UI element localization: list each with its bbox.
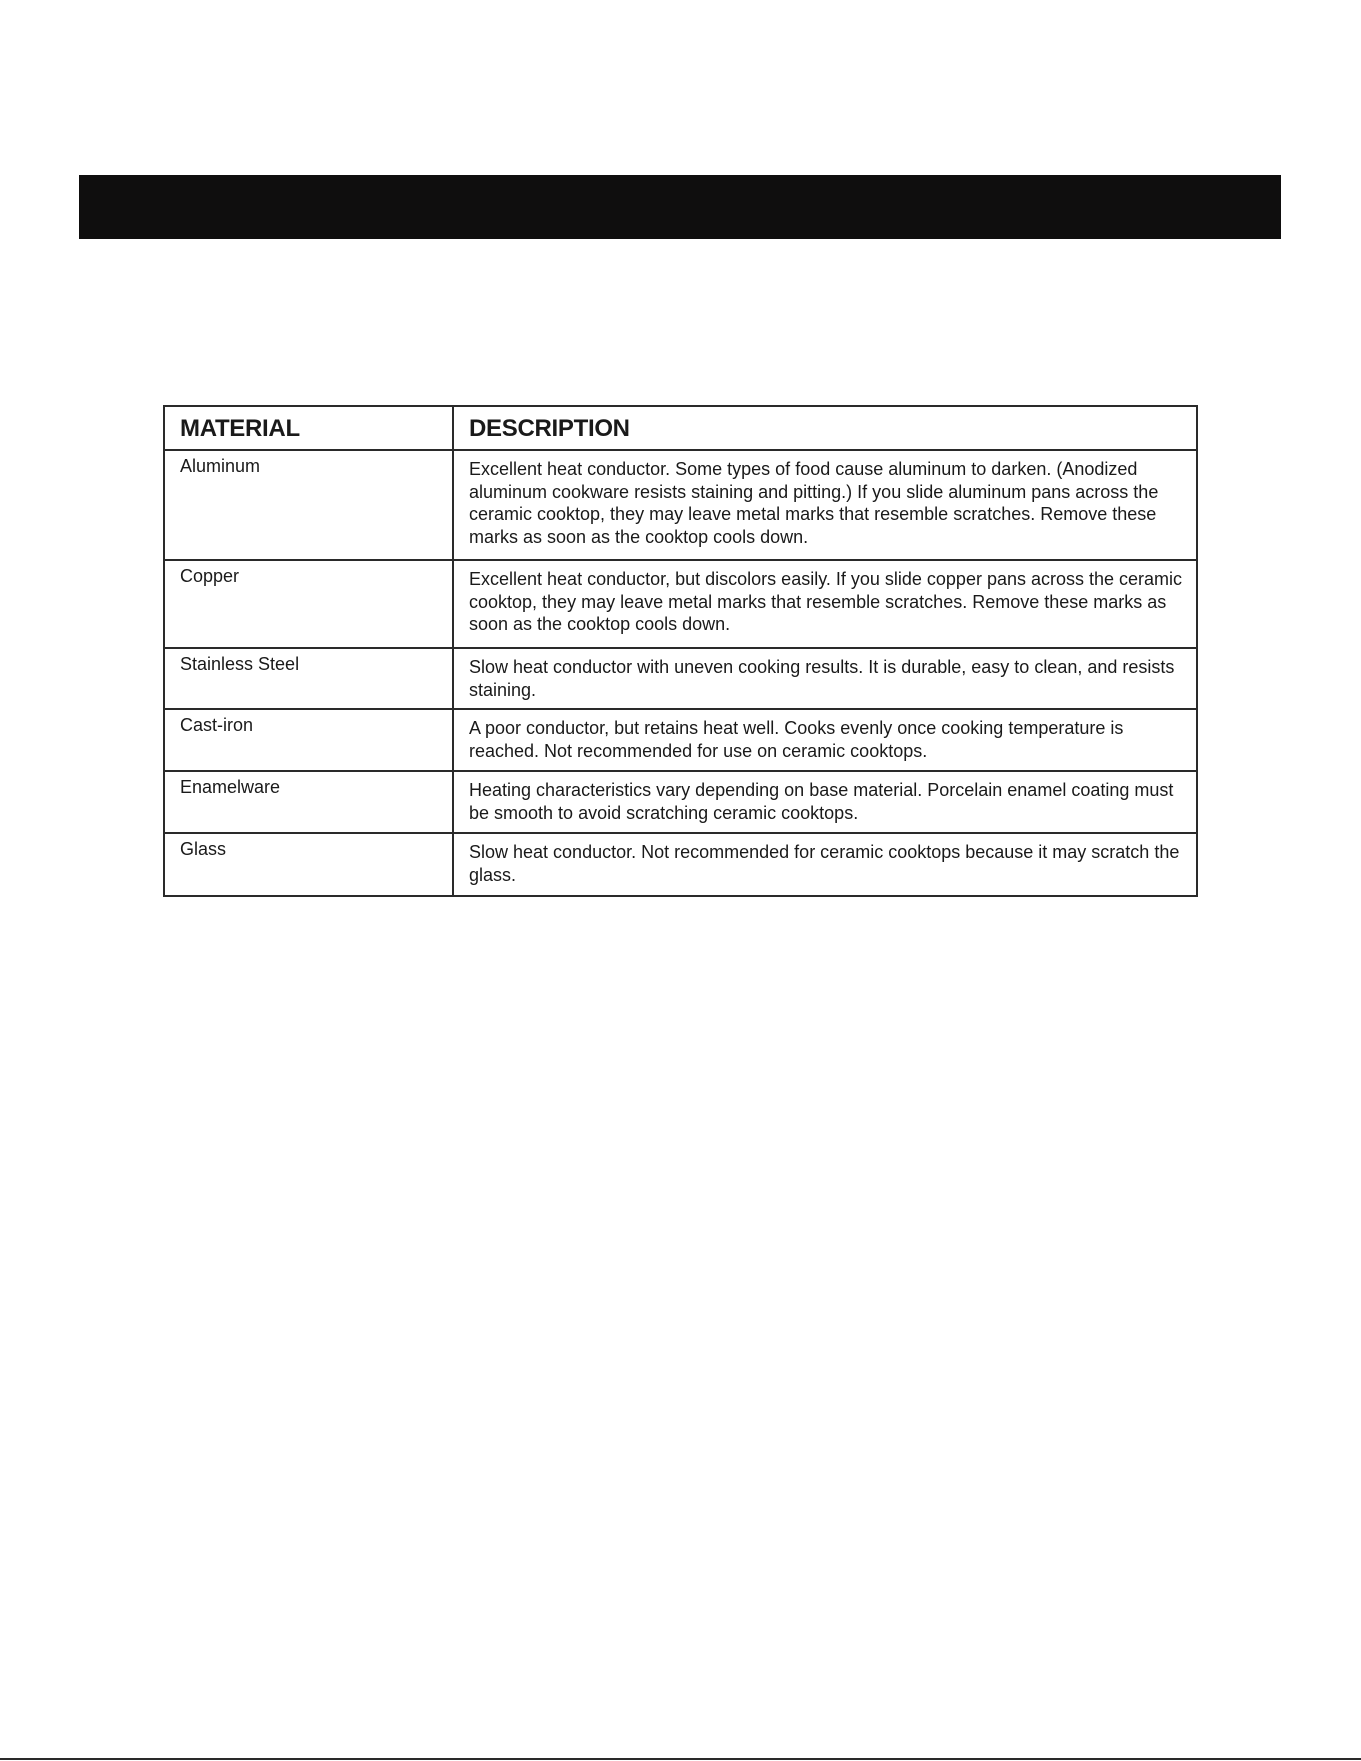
page-bottom-rule — [0, 1758, 1361, 1760]
description-cell: Slow heat conductor with uneven cooking results. It is durable, easy to clean, and resists staining. — [453, 648, 1197, 709]
cookware-material-table — [163, 405, 1198, 897]
table-row — [164, 648, 1197, 709]
material-cell: Enamelware — [164, 771, 453, 833]
material-cell: Stainless Steel — [164, 648, 453, 709]
description-cell: Slow heat conductor. Not recommended for ceramic cooktops because it may scratch the glass. — [453, 833, 1197, 896]
material-cell: Cast-iron — [164, 709, 453, 771]
material-column-header: MATERIAL — [164, 406, 453, 450]
table-row — [164, 709, 1197, 771]
table-header-row — [164, 406, 1197, 450]
table-row — [164, 771, 1197, 833]
section-header-bar — [79, 175, 1281, 239]
description-cell: A poor conductor, but retains heat well. Cooks evenly once cooking temperature is reached. Not recommended for use on ceramic cooktops. — [453, 709, 1197, 771]
table-row — [164, 833, 1197, 896]
table-row — [164, 450, 1197, 560]
material-cell: Aluminum — [164, 450, 453, 560]
description-cell: Excellent heat conductor. Some types of food cause aluminum to darken. (Anodized aluminum cookware resists staining and pitting.) If you slide aluminum pans across the ceramic cooktop, they may leave metal marks that resemble scratches. Remove these marks as soon as the cooktop cools down. — [453, 450, 1197, 560]
table-row — [164, 560, 1197, 648]
material-cell: Glass — [164, 833, 453, 896]
description-column-header: DESCRIPTION — [453, 406, 1197, 450]
description-cell: Heating characteristics vary depending on base material. Porcelain enamel coating must be smooth to avoid scratching ceramic cooktops. — [453, 771, 1197, 833]
material-cell: Copper — [164, 560, 453, 648]
description-cell: Excellent heat conductor, but discolors easily. If you slide copper pans across the ceramic cooktop, they may leave metal marks that resemble scratches. Remove these marks as soon as the cooktop cools down. — [453, 560, 1197, 648]
